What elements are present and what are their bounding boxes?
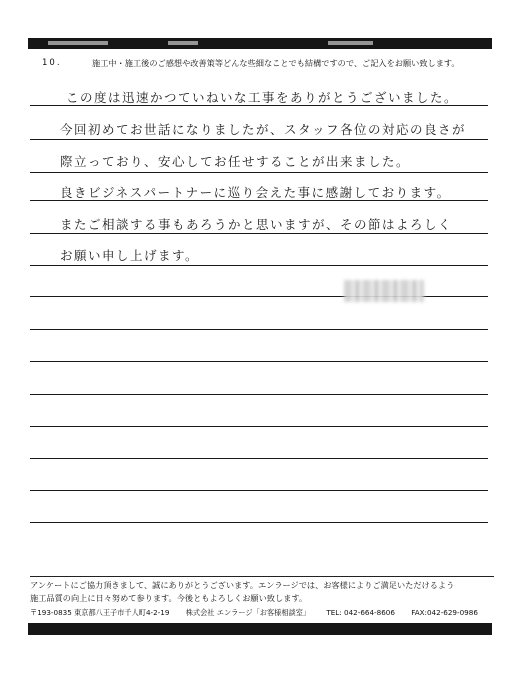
handwritten-line: 今回初めてお世話になりましたが、スタッフ各位の対応の良さが <box>60 122 467 137</box>
ruled-line <box>30 139 488 140</box>
handwritten-line: 際立っており、安心してお任せすることが出来ました。 <box>60 154 411 169</box>
handwritten-line: 良きビジネスパートナーに巡り会えた事に感謝しております。 <box>60 185 451 200</box>
ruled-line <box>30 458 488 459</box>
header-bar <box>28 38 492 49</box>
company-address <box>30 608 478 618</box>
handwritten-line: お願い申し上げます。 <box>60 248 200 263</box>
footer-bar <box>28 623 492 635</box>
company-name: 株式会社 エンラージ「お客様相談室」 <box>185 608 311 617</box>
ruled-line <box>30 265 488 266</box>
question-number: 10. <box>42 58 62 68</box>
tel-number: TEL: 042-664-8606 <box>326 608 395 617</box>
footer-message-line1: アンケートにご協力頂きまして、誠にありがとうございます。エンラージでは、お客様によりご満足いただけるよう <box>30 580 455 590</box>
ruled-line <box>30 172 488 173</box>
postal-address: 〒193-0835 東京都八王子市千人町4-2-19 <box>30 608 170 617</box>
ruled-line <box>30 394 488 395</box>
footer-divider <box>30 576 494 577</box>
ruled-line <box>30 522 488 523</box>
ruled-line <box>30 490 488 491</box>
ruled-line <box>30 361 488 362</box>
footer-message-line2: 施工品質の向上に日々努めて参ります。今後ともよろしくお願い致します。 <box>30 593 308 603</box>
ruled-line <box>30 329 488 330</box>
question-prompt: 施工中・施工後のご感想や改善策等どんな些細なことでも結構ですので、ご記入をお願い致します。 <box>92 58 460 68</box>
ruled-line <box>30 233 488 234</box>
ruled-line <box>30 426 488 427</box>
fax-number: FAX:042-629-0986 <box>411 608 478 617</box>
handwritten-line: またご相談する事もあろうかと思いますが、その節はよろしく <box>60 217 453 232</box>
handwritten-line: この度は迅速かつていねいな工事をありがとうございました。 <box>66 90 459 105</box>
blurred-signature <box>344 280 424 302</box>
